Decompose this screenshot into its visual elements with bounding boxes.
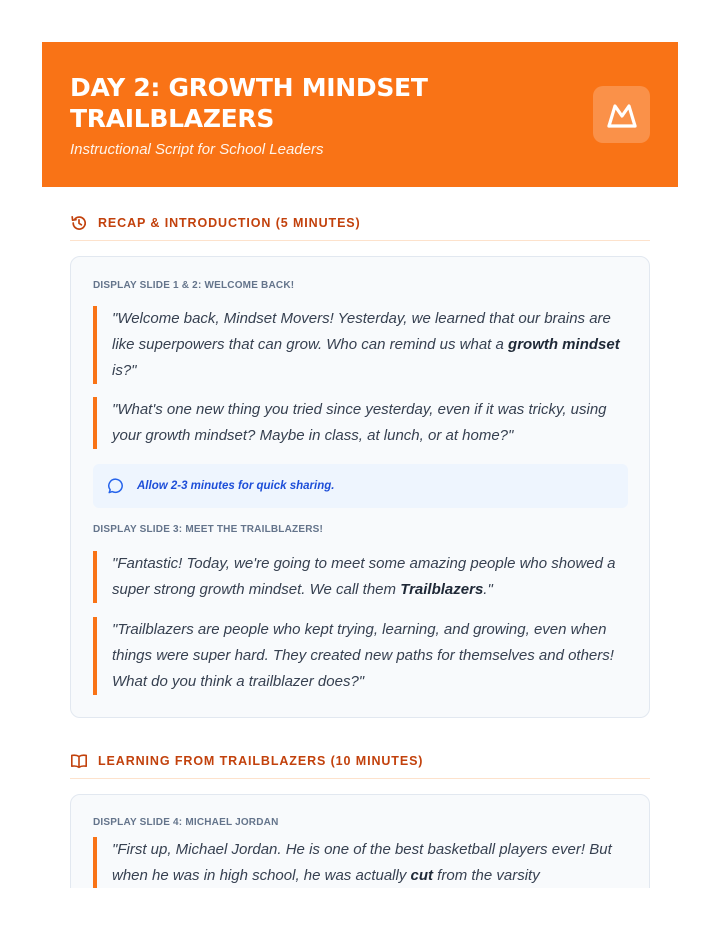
section-header-recap	[70, 213, 650, 233]
logo	[593, 86, 650, 143]
script-quote: "Fantastic! Today, we're going to meet some amazing people who showed a super strong growth mindset. We call them Trailblazers."	[93, 551, 629, 603]
open-book-icon	[70, 752, 88, 770]
script-quote: "First up, Michael Jordan. He is one of the best basketball players ever! But when he was in high school, he was actually cut from the varsity	[93, 837, 629, 889]
note-text: Allow 2-3 minutes for quick sharing.	[137, 480, 335, 492]
mountain-icon	[605, 100, 639, 130]
header-banner	[42, 42, 678, 187]
page-title	[70, 72, 510, 134]
page-title-line-1: DAY 2: GROWTH MINDSET	[70, 73, 428, 102]
page-bottom-margin	[0, 888, 720, 932]
facilitator-note	[93, 464, 628, 508]
section-header-learning	[70, 751, 650, 771]
chat-bubble-icon	[107, 477, 125, 495]
script-quote: "Welcome back, Mindset Movers! Yesterday, we learned that our brains are like superpowers that can grow. Who can remind us what a growth mindset is?"	[93, 306, 629, 384]
script-quote: "What's one new thing you tried since yesterday, even if it was tricky, using your growth mindset? Maybe in class, at lunch, or at home?"	[93, 397, 629, 449]
slide-label: DISPLAY SLIDE 3: MEET THE TRAILBLAZERS!	[93, 524, 324, 535]
section-divider	[70, 240, 650, 241]
page-title-line-2: TRAILBLAZERS	[70, 104, 275, 133]
script-card-recap	[70, 256, 650, 718]
slide-label: DISPLAY SLIDE 4: MICHAEL JORDAN	[93, 817, 279, 828]
page-subtitle: Instructional Script for School Leaders	[70, 141, 324, 158]
script-quote: "Trailblazers are people who kept trying, learning, and growing, even when things were super hard. They created new paths for themselves and others! What do you think a trailblazer does?"	[93, 617, 629, 695]
section-divider	[70, 778, 650, 779]
slide-label: DISPLAY SLIDE 1 & 2: WELCOME BACK!	[93, 280, 295, 291]
section-title: LEARNING FROM TRAILBLAZERS (10 MINUTES)	[98, 754, 424, 768]
section-title: RECAP & INTRODUCTION (5 MINUTES)	[98, 216, 361, 230]
history-icon	[70, 214, 88, 232]
